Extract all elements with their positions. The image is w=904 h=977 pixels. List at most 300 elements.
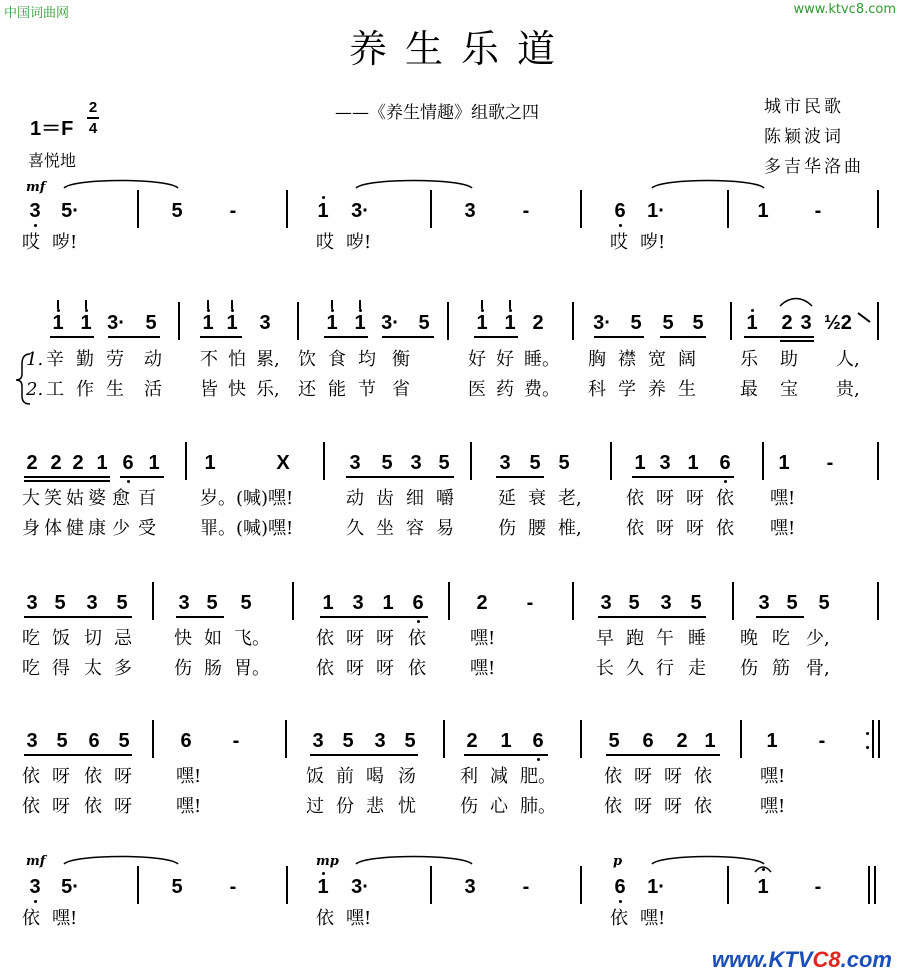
note: 5 (404, 730, 416, 752)
lyric-verse2: 伤 (498, 518, 516, 539)
lyric-verse1: 愈 (112, 488, 130, 509)
note: ½2 (824, 312, 852, 334)
note: 1 (80, 312, 92, 334)
note: 3· (381, 312, 399, 334)
lyric-verse1: 依 (716, 488, 734, 509)
note: 1 (704, 730, 716, 752)
note: 1 (204, 452, 216, 474)
note: 5 (818, 592, 830, 614)
note: 1 (476, 312, 488, 334)
lyric-verse2: 嘿! (770, 518, 796, 539)
lyric-verse2: 呀 (664, 796, 682, 817)
lyric-verse2: 生 (106, 379, 124, 400)
note: 2 (466, 730, 478, 752)
lyric-verse2: 行 (656, 658, 674, 679)
lyric-verse2: 呀 (114, 796, 132, 817)
lyric-verse2: 肺。 (520, 796, 556, 817)
lyric-verse1: 呀 (376, 628, 394, 649)
lyric-verse2: 太 (84, 658, 102, 679)
dynamic-p: p (613, 854, 623, 869)
time-signature-bottom: 4 (88, 120, 98, 137)
lyric-verse1: 依 (22, 766, 40, 787)
lyric-verse1: 劳 (106, 349, 124, 370)
note: 3 (499, 452, 511, 474)
lyric-verse2: 贵, (836, 379, 860, 400)
lyric-verse1: 依 (604, 766, 622, 787)
lyric-verse2: 坐 (376, 518, 394, 539)
verse-number-2: 2. (26, 379, 44, 400)
lyric-verse2: 受 (138, 518, 156, 539)
lyric-verse2: 心 (490, 796, 508, 817)
lyric-verse1: 齿 (376, 488, 394, 509)
note: 6 (122, 452, 134, 474)
lyric-verse2: 容 (406, 518, 424, 539)
lyric-verse1: 好 (496, 349, 514, 370)
note: 2 (50, 452, 62, 474)
lyric-verse2: 节 (358, 379, 376, 400)
lyric-verse1: 哕! (640, 232, 666, 253)
lyric-verse1: 延 (498, 488, 516, 509)
lyric-verse2: 快 (228, 379, 246, 400)
lyric-verse2: 体 (44, 518, 62, 539)
note: 5 (628, 592, 640, 614)
note: 5· (61, 200, 79, 222)
dynamic-mp: mp (316, 854, 339, 869)
lyric-verse2: 依 (626, 518, 644, 539)
lyric-verse1: 少, (806, 628, 830, 649)
song-subtitle: ——《养生情趣》组歌之四 (335, 103, 539, 123)
lyric-verse2: 依 (408, 658, 426, 679)
credit-lyricist: 陈颖波词 (764, 127, 844, 147)
lyric-verse2: 吃 (22, 658, 40, 679)
tempo-marking: 喜悦地 (28, 151, 77, 170)
lyric-verse1: 呀 (656, 488, 674, 509)
lyric-verse2: 呀 (376, 658, 394, 679)
note: 3 (410, 452, 422, 474)
lyric-verse1: 依 (694, 766, 712, 787)
note: 1 (317, 200, 329, 222)
lyric-verse1: 胸 (588, 349, 606, 370)
note: 1 (504, 312, 516, 334)
lyric-verse2: 伤 (174, 658, 192, 679)
lyric-verse2: 呀 (52, 796, 70, 817)
lyric-verse1: 跑 (626, 628, 644, 649)
note: 1· (647, 200, 665, 222)
note: 5 (662, 312, 674, 334)
lyric-verse2: 嘿! (760, 796, 786, 817)
note: 3· (351, 876, 369, 898)
lyric-verse1: 喝 (366, 766, 384, 787)
dynamic-mf: mf (26, 854, 46, 869)
lyric-verse1: 嘿! (640, 908, 666, 929)
lyric-verse1: 老, (558, 488, 582, 509)
lyric-verse1: 嘿! (176, 766, 202, 787)
lyric-verse1: 襟 (618, 349, 636, 370)
lyric-verse1: 衡 (392, 349, 410, 370)
lyric-verse2: 椎, (558, 518, 582, 539)
lyric-verse1: 细 (406, 488, 424, 509)
lyric-verse1: 岁。(喊)嘿! (200, 488, 294, 509)
slur-tie (780, 299, 812, 307)
lyric-verse1: 前 (336, 766, 354, 787)
lyric-verse1: 衰 (528, 488, 546, 509)
note: 5 (529, 452, 541, 474)
note: - (826, 452, 834, 474)
fermata-icon (755, 867, 771, 872)
lyric-verse1: 勤 (76, 349, 94, 370)
note: 3 (26, 730, 38, 752)
note: 1 (326, 312, 338, 334)
credit-genre: 城市民歌 (764, 97, 844, 117)
note: 5 (240, 592, 252, 614)
lyric-verse1: 减 (490, 766, 508, 787)
note: 3 (374, 730, 386, 752)
note: 5 (171, 200, 183, 222)
lyric-verse2: 嘿! (176, 796, 202, 817)
dynamic-mf: mf (26, 180, 46, 195)
lyric-verse1: 哕! (52, 232, 78, 253)
note: - (229, 200, 237, 222)
lyric-verse1: 依 (408, 628, 426, 649)
lyric-verse1: 累, (256, 349, 280, 370)
note: 1 (52, 312, 64, 334)
lyric-verse1: 嚼 (436, 488, 454, 509)
lyric-verse1: 依 (316, 628, 334, 649)
lyric-verse1: 呀 (346, 628, 364, 649)
lyric-verse2: 最 (740, 379, 758, 400)
slur-phrase (356, 857, 472, 865)
lyric-verse1: 不 (200, 349, 218, 370)
logo-main: www.KTV (711, 947, 813, 972)
lyric-verse2: 作 (76, 379, 94, 400)
note: 1· (647, 876, 665, 898)
lyric-verse1: 动 (144, 349, 162, 370)
lyric-verse2: 呀 (634, 796, 652, 817)
lyric-verse1: 饭 (52, 628, 70, 649)
note: - (526, 592, 534, 614)
lyric-verse1: 婆 (88, 488, 106, 509)
key-signature: 1＝F (30, 118, 74, 140)
note: 6 (614, 876, 626, 898)
lyric-verse2: 伤 (740, 658, 758, 679)
song-title: 养生乐道 (348, 27, 573, 71)
lyric-verse2: 依 (694, 796, 712, 817)
lyric-verse1: 百 (138, 488, 156, 509)
note: 5 (56, 730, 68, 752)
note: - (818, 730, 826, 752)
lyric-verse1: 大 (22, 488, 40, 509)
lyric-verse1: 嘿! (770, 488, 796, 509)
lyric-verse2: 依 (604, 796, 622, 817)
note: 1 (766, 730, 778, 752)
lyric-verse1: 汤 (398, 766, 416, 787)
lyric-verse1: 午 (656, 628, 674, 649)
note: 3· (107, 312, 125, 334)
lyric-verse2: 腰 (528, 518, 546, 539)
lyric-verse1: 嘿! (346, 908, 372, 929)
lyric-verse2: 身 (22, 518, 40, 539)
lyric-verse1: 笑 (44, 488, 62, 509)
lyric-verse2: 养 (648, 379, 666, 400)
note: 1 (96, 452, 108, 474)
lyric-verse2: 宝 (780, 379, 798, 400)
note: 5 (630, 312, 642, 334)
lyric-verse1: 哎 (610, 232, 628, 253)
note: 3 (259, 312, 271, 334)
note: 5 (381, 452, 393, 474)
lyric-verse1: 睡 (688, 628, 706, 649)
lyric-verse1: 均 (358, 349, 376, 370)
slur-phrase (652, 181, 764, 189)
lyric-verse2: 份 (336, 796, 354, 817)
lyric-verse2: 医 (468, 379, 486, 400)
note: - (814, 876, 822, 898)
lyric-verse1: 睡。 (524, 349, 560, 370)
lyric-verse1: 宽 (648, 349, 666, 370)
note: 5 (145, 312, 157, 334)
lyric-verse2: 肠 (204, 658, 222, 679)
note: 6 (532, 730, 544, 752)
note: 1 (226, 312, 238, 334)
lyric-verse1: 哎 (22, 232, 40, 253)
lyric-verse2: 嘿! (470, 658, 496, 679)
lyric-verse1: 助 (780, 349, 798, 370)
note: 5 (786, 592, 798, 614)
lyric-verse1: 好 (468, 349, 486, 370)
lyric-verse2: 伤 (460, 796, 478, 817)
lyric-verse1: 切 (84, 628, 102, 649)
lyric-verse1: 呀 (114, 766, 132, 787)
lyric-verse1: 阔 (678, 349, 696, 370)
note: 2 (72, 452, 84, 474)
note: 1 (687, 452, 699, 474)
lyric-verse1: 利 (460, 766, 478, 787)
time-signature-top: 2 (88, 99, 98, 116)
slur-phrase (64, 181, 178, 189)
lyric-verse2: 罪。(喊)嘿! (200, 518, 294, 539)
lyric-verse2: 皆 (200, 379, 218, 400)
lyric-verse1: 飞。 (234, 628, 270, 649)
credit-composer: 多吉华洛曲 (764, 157, 864, 177)
note: 5 (608, 730, 620, 752)
lyric-verse2: 依 (716, 518, 734, 539)
lyric-verse2: 少 (112, 518, 130, 539)
note: X (276, 452, 290, 474)
logo-tail: .com (840, 947, 892, 972)
lyric-verse2: 多 (114, 658, 132, 679)
note: 2 (676, 730, 688, 752)
note: 5 (438, 452, 450, 474)
lyric-verse2: 工 (46, 379, 64, 400)
lyric-verse2: 呀 (656, 518, 674, 539)
lyric-verse2: 费。 (524, 379, 560, 400)
note: 5 (54, 592, 66, 614)
note: 5 (206, 592, 218, 614)
note: 3 (659, 452, 671, 474)
note: 3 (464, 876, 476, 898)
lyric-verse2: 学 (618, 379, 636, 400)
lyric-verse1: 吃 (22, 628, 40, 649)
slur-phrase (652, 857, 764, 865)
lyric-verse1: 嘿! (470, 628, 496, 649)
note: 3 (464, 200, 476, 222)
lyric-verse2: 省 (392, 379, 410, 400)
note: 1 (778, 452, 790, 474)
lyric-verse2: 还 (298, 379, 316, 400)
lyric-verse1: 呀 (52, 766, 70, 787)
lyric-verse2: 筋 (772, 658, 790, 679)
note: 5 (690, 592, 702, 614)
lyric-verse1: 嘿! (52, 908, 78, 929)
note: 1 (317, 876, 329, 898)
note: 1 (500, 730, 512, 752)
lyric-verse2: 走 (688, 658, 706, 679)
lyric-verse1: 晚 (740, 628, 758, 649)
note: 3· (351, 200, 369, 222)
note: 1 (746, 312, 758, 334)
lyric-verse2: 骨, (806, 658, 830, 679)
note: 2 (476, 592, 488, 614)
note: - (522, 200, 530, 222)
note: - (229, 876, 237, 898)
note: - (522, 876, 530, 898)
lyric-verse2: 得 (52, 658, 70, 679)
lyric-verse1: 吃 (772, 628, 790, 649)
lyric-verse2: 呀 (686, 518, 704, 539)
note: 5 (692, 312, 704, 334)
logo-red: C8 (812, 947, 841, 972)
note: 5 (418, 312, 430, 334)
lyric-verse1: 哕! (346, 232, 372, 253)
note: - (232, 730, 240, 752)
note: 6 (180, 730, 192, 752)
note: 3 (800, 312, 812, 334)
note: 5 (558, 452, 570, 474)
lyric-verse1: 人, (836, 349, 860, 370)
verse-bracket (16, 354, 30, 404)
lyric-verse1: 依 (84, 766, 102, 787)
lyric-verse1: 忌 (114, 628, 132, 649)
note: 3 (660, 592, 672, 614)
lyric-verse1: 饭 (306, 766, 324, 787)
note: 1 (148, 452, 160, 474)
lyric-verse1: 快 (174, 628, 192, 649)
note: 6 (412, 592, 424, 614)
note: 5 (116, 592, 128, 614)
lyric-verse2: 乐, (256, 379, 280, 400)
lyric-verse2: 生 (678, 379, 696, 400)
lyric-verse2: 忧 (398, 796, 416, 817)
lyric-verse1: 肥。 (520, 766, 556, 787)
lyric-verse2: 依 (22, 796, 40, 817)
note: 1 (202, 312, 214, 334)
lyric-verse2: 悲 (366, 796, 384, 817)
note: 6 (88, 730, 100, 752)
lyric-verse1: 依 (626, 488, 644, 509)
note: 3 (86, 592, 98, 614)
note: 1 (757, 876, 769, 898)
lyric-verse2: 过 (306, 796, 324, 817)
watermark-right: www.ktvc8.com (793, 2, 896, 17)
lyric-verse1: 饮 (298, 349, 316, 370)
lyric-verse1: 怕 (228, 349, 246, 370)
lyric-verse1: 呀 (686, 488, 704, 509)
note: 6 (614, 200, 626, 222)
note: 5· (61, 876, 79, 898)
note: 2 (26, 452, 38, 474)
verse-number-1: 1. (26, 349, 44, 370)
note: 5 (342, 730, 354, 752)
glissando-mark (858, 313, 870, 322)
lyric-verse1: 食 (328, 349, 346, 370)
note: - (814, 200, 822, 222)
note: 1 (382, 592, 394, 614)
lyric-verse2: 久 (346, 518, 364, 539)
lyric-verse1: 嘿! (760, 766, 786, 787)
lyric-verse2: 药 (496, 379, 514, 400)
note: 3 (178, 592, 190, 614)
lyric-verse2: 长 (596, 658, 614, 679)
lyric-verse2: 健 (66, 518, 84, 539)
lyric-verse1: 依 (22, 908, 40, 929)
lyric-verse1: 辛 (46, 349, 64, 370)
note: 3 (352, 592, 364, 614)
slur-phrase (356, 181, 472, 189)
lyric-verse2: 能 (328, 379, 346, 400)
lyric-verse1: 乐 (740, 349, 758, 370)
note: 1 (757, 200, 769, 222)
note: 5 (171, 876, 183, 898)
note: 3 (312, 730, 324, 752)
lyric-verse1: 依 (316, 908, 334, 929)
note: 3 (758, 592, 770, 614)
note: 6 (642, 730, 654, 752)
note: 1 (322, 592, 334, 614)
lyric-verse1: 依 (610, 908, 628, 929)
lyric-verse2: 康 (88, 518, 106, 539)
lyric-verse1: 如 (204, 628, 222, 649)
lyric-verse1: 早 (596, 628, 614, 649)
note: 6 (719, 452, 731, 474)
note: 3 (600, 592, 612, 614)
note: 1 (634, 452, 646, 474)
lyric-verse2: 活 (144, 379, 162, 400)
lyric-verse1: 哎 (316, 232, 334, 253)
lyric-verse1: 呀 (664, 766, 682, 787)
lyric-verse2: 久 (626, 658, 644, 679)
lyric-verse1: 姑 (66, 488, 84, 509)
lyric-verse2: 易 (436, 518, 454, 539)
note: 1 (354, 312, 366, 334)
note: 2 (781, 312, 793, 334)
note: 2 (532, 312, 544, 334)
note: 3 (29, 200, 41, 222)
watermark-left: 中国词曲网 (4, 6, 70, 21)
lyric-verse2: 科 (588, 379, 606, 400)
lyric-verse2: 依 (84, 796, 102, 817)
lyric-verse2: 胃。 (234, 658, 270, 679)
lyric-verse1: 动 (346, 488, 364, 509)
note: 3· (593, 312, 611, 334)
note: 3 (29, 876, 41, 898)
slur-phrase (64, 857, 178, 865)
lyric-verse1: 呀 (634, 766, 652, 787)
note: 5 (118, 730, 130, 752)
note: 3 (349, 452, 361, 474)
lyric-verse2: 依 (316, 658, 334, 679)
note: 3 (26, 592, 38, 614)
lyric-verse2: 呀 (346, 658, 364, 679)
